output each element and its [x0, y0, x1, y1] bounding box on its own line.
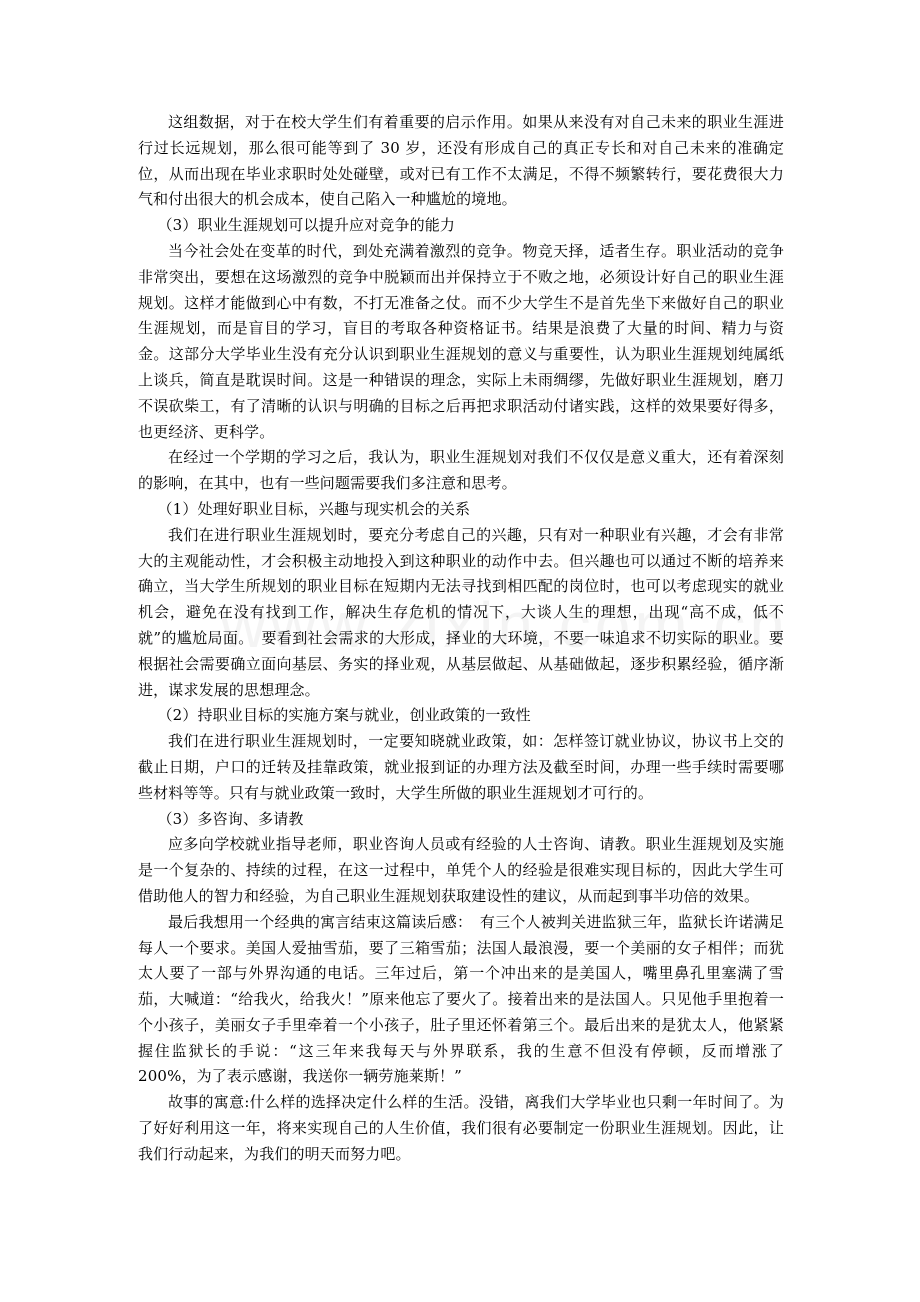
body-paragraph: 这组数据，对于在校大学生们有着重要的启示作用。如果从来没有对自己未来的职业生涯进行过长远规划，那么很可能等到了 30 岁，还没有形成自己的真正专长和对自己未来的准确定位，从而出现在毕业求职时处处碰壁，或对已有工作不太满足，不得不频繁转行，要花费很大力气和付出很大的机会成本，使自己陷入一种尴尬的境地。	[138, 113, 784, 209]
body-paragraph: 当今社会处在变革的时代，到处充满着激烈的竞争。物竞天择，适者生存。职业活动的竞争非常突出，要想在这场激烈的竞争中脱颖而出并保持立于不败之地，必须设计好自己的职业生涯规划。这样才能做到心中有数，不打无准备之仗。而不少大学生不是首先坐下来做好自己的职业生涯规划，而是盲目的学习，盲目的考取各种资格证书。结果是浪费了大量的时间、精力与资金。这部分大学毕业生没有充分认识到职业生涯规划的意义与重要性，认为职业生涯规划纯属纸上谈兵，简直是耽误时间。这是一种错误的理念，实际上未雨绸缪，先做好职业生涯规划，磨刀不误砍柴工，有了清晰的认识与明确的目标之后再把求职活动付诸实践，这样的效果要好得多，也更经济、更科学。	[138, 241, 784, 441]
document-body	[138, 110, 784, 1168]
section-heading: （3）多咨询、多请教	[157, 809, 304, 828]
body-paragraph: 应多向学校就业指导老师，职业咨询人员或有经验的人士咨询、请教。职业生涯规划及实施是一个复杂的、持续的过程，在这一过程中，单凭个人的经验是很难实现目标的，因此大学生可借助他人的智力和经验，为自己职业生涯规划获取建设性的建议，从而起到事半功倍的效果。	[138, 835, 784, 905]
section-heading: （3）职业生涯规划可以提升应对竞争的能力	[157, 216, 456, 235]
body-paragraph: 故事的寓意:什么样的选择决定什么样的生活。没错，离我们大学毕业也只剩一年时间了。为了好好利用这一年，将来实现自己的人生价值，我们很有必要制定一份职业生涯规划。因此，让我们行动起来，为我们的明天而努力吧。	[138, 1093, 784, 1163]
body-paragraph: 我们在进行职业生涯规划时，要充分考虑自己的兴趣，只有对一种职业有兴趣，才会有非常大的主观能动性，才会积极主动地投入到这种职业的动作中去。但兴趣也可以通过不断的培养来确立，当大学生所规划的职业目标在短期内无法寻找到相匹配的岗位时，也可以考虑现实的就业机会，避免在没有找到工作，解决生存危机的情况下，大谈人生的理想，出现“高不成，低不就”的尴尬局面。 要看到社会需求的大形成，择业的大环境，不要一味追求不切实际的职业。要根据社会需要确立面向基层、务实的择业观，从基层做起、从基础做起，逐步积累经验，循序渐进，谋求发展的思想理念。	[138, 525, 784, 699]
section-heading: （2）持职业目标的实施方案与就业，创业政策的一致性	[157, 706, 531, 725]
body-paragraph: 最后我想用一个经典的寓言结束这篇读后感： 有三个人被判关进监狱三年，监狱长许诺满足每人一个要求。美国人爱抽雪茄，要了三箱雪茄；法国人最浪漫，要一个美丽的女子相伴；而犹太人要了一部与外界沟通的电话。三年过后，第一个冲出来的是美国人，嘴里鼻孔里塞满了雪茄，大喊道：“给我火，给我火！”原来他忘了要火了。接着出来的是法国人。只见他手里抱着一个小孩子，美丽女子手里牵着一个小孩子，肚子里还怀着第三个。最后出来的是犹太人，他紧紧握住监狱长的手说：“这三年来我每天与外界联系，我的生意不但没有停顿，反而增涨了 200%，为了表示感谢，我送你一辆劳施莱斯！”	[138, 912, 784, 1086]
body-paragraph: 在经过一个学期的学习之后，我认为，职业生涯规划对我们不仅仅是意义重大，还有着深刻的影响，在其中，也有一些问题需要我们多注意和思考。	[138, 448, 784, 493]
section-heading: （1）处理好职业目标，兴趣与现实机会的关系	[157, 499, 471, 518]
body-paragraph: 我们在进行职业生涯规划时，一定要知晓就业政策，如：怎样签订就业协议，协议书上交的截止日期，户口的迁转及挂靠政策，就业报到证的办理方法及截至时间，办理一些手续时需要哪些材料等等。只有与就业政策一致时，大学生所做的职业生涯规划才可行的。	[138, 732, 784, 802]
